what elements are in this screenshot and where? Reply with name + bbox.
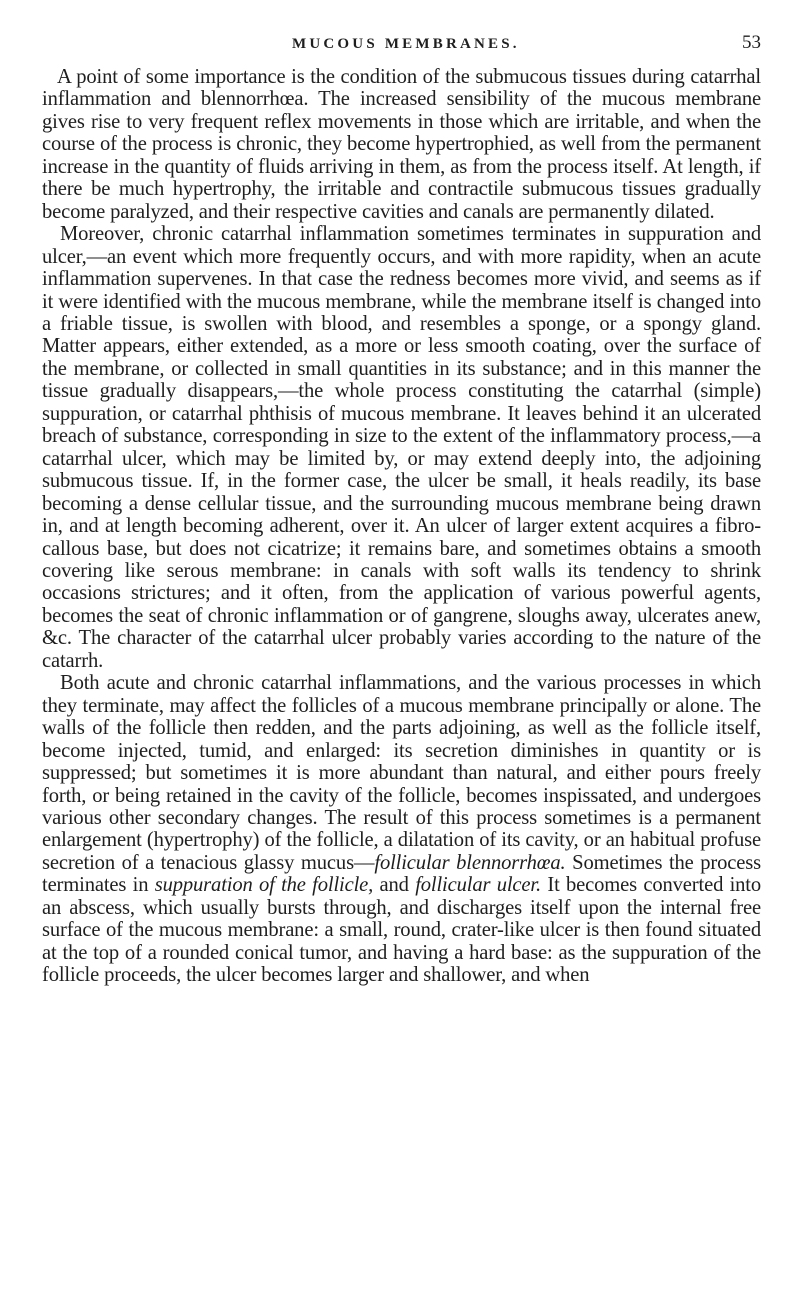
paragraph-3-part-1: Both acute and chronic catarrhal inflammations, and the various processes in which they terminate, may affect the follicles of a mucous membrane principally or alone. The walls of the follicle then redden, and the parts adjoining, as well as the follicle itself, become injected, tumid, and enlarged: its secretion diminishes in quantity or is suppressed; but sometimes it is more abundant than natural, and either pours freely forth, or being retained in the cavity of the follicle, becomes inspissated, and undergoes various other secondary changes. The result of this process sometimes is a permanent enlargement (hypertrophy) of the follicle, a dilatation of its cavity, or an habitual profuse secretion of a tenacious glassy mucus— <box>42 672 761 874</box>
italic-term-suppuration-of-follicle: suppuration of the follicle, <box>154 874 374 897</box>
paragraph-3-part-3: and <box>373 874 416 897</box>
italic-term-follicular-ulcer: follicular ulcer. <box>415 874 541 897</box>
paragraph-3 <box>42 672 761 986</box>
paragraph-2: Moreover, chronic catarrhal inflammation sometimes terminates in suppuration and ulcer,—an event which more frequently occurs, and with more rapidity, when an acute inflammation supervenes. In that case the redness becomes more vivid, and seems as if it were identified with the mucous membrane, while the membrane itself is changed into a friable tissue, is swollen with blood, and resembles a sponge, or a spongy gland. Matter appears, either extended, as a more or less smooth coating, over the surface of the membrane, or collected in small quantities in its substance; and in this manner the tissue gradually disappears,—the whole process constituting the catarrhal (simple) suppuration, or catarrhal phthisis of mucous membrane. It leaves behind it an ulcerated breach of substance, corresponding in size to the extent of the inflammatory process,—a catarrhal ulcer, which may be limited by, or may extend deeply into, the adjoining submucous tissue. If, in the former case, the ulcer be small, it heals readily, its base becoming a dense cellular tissue, and the surrounding mucous membrane being drawn in, and at length becoming adherent, over it. An ulcer of larger extent acquires a fibro-callous base, but does not cicatrize; it remains bare, and sometimes obtains a smooth covering like serous membrane: in canals with soft walls its tendency to shrink occasions strictures; and it often, from the application of various powerful agents, becomes the seat of chronic inflammation or of gangrene, sloughs away, ulcerates anew, &c. The character of the catarrhal ulcer probably varies according to the nature of the catarrh. <box>42 223 761 672</box>
running-header <box>42 32 761 66</box>
body-text <box>42 66 761 987</box>
italic-term-follicular-blennorrhoea: follicular blennorrhœa. <box>374 851 566 874</box>
paragraph-3-part-2: Sometimes the process terminates in <box>42 851 761 897</box>
paragraph-1: A point of some importance is the condition of the submucous tissues during catarrhal inflammation and blennorrhœa. The increased sensibility of the mucous membrane gives rise to very frequent reflex movements in those which are irritable, and when the course of the process is chronic, they become hypertrophied, as well from the permanent increase in the quantity of fluids arriving in them, as from the process itself. At length, if there be much hypertrophy, the irritable and contractile submucous tissues gradually become paralyzed, and their respective cavities and canals are permanently dilated. <box>42 66 761 223</box>
paragraph-3-part-4: It becomes converted into an abscess, which usually bursts through, and discharges itself upon the internal free surface of the mucous membrane: a small, round, crater-like ulcer is then found situated at the top of a rounded conical tumor, and having a hard base: as the suppuration of the follicle proceeds, the ulcer becomes larger and shallower, and when <box>42 874 762 987</box>
running-title: MUCOUS MEMBRANES. <box>292 36 520 52</box>
page-number: 53 <box>742 32 761 53</box>
